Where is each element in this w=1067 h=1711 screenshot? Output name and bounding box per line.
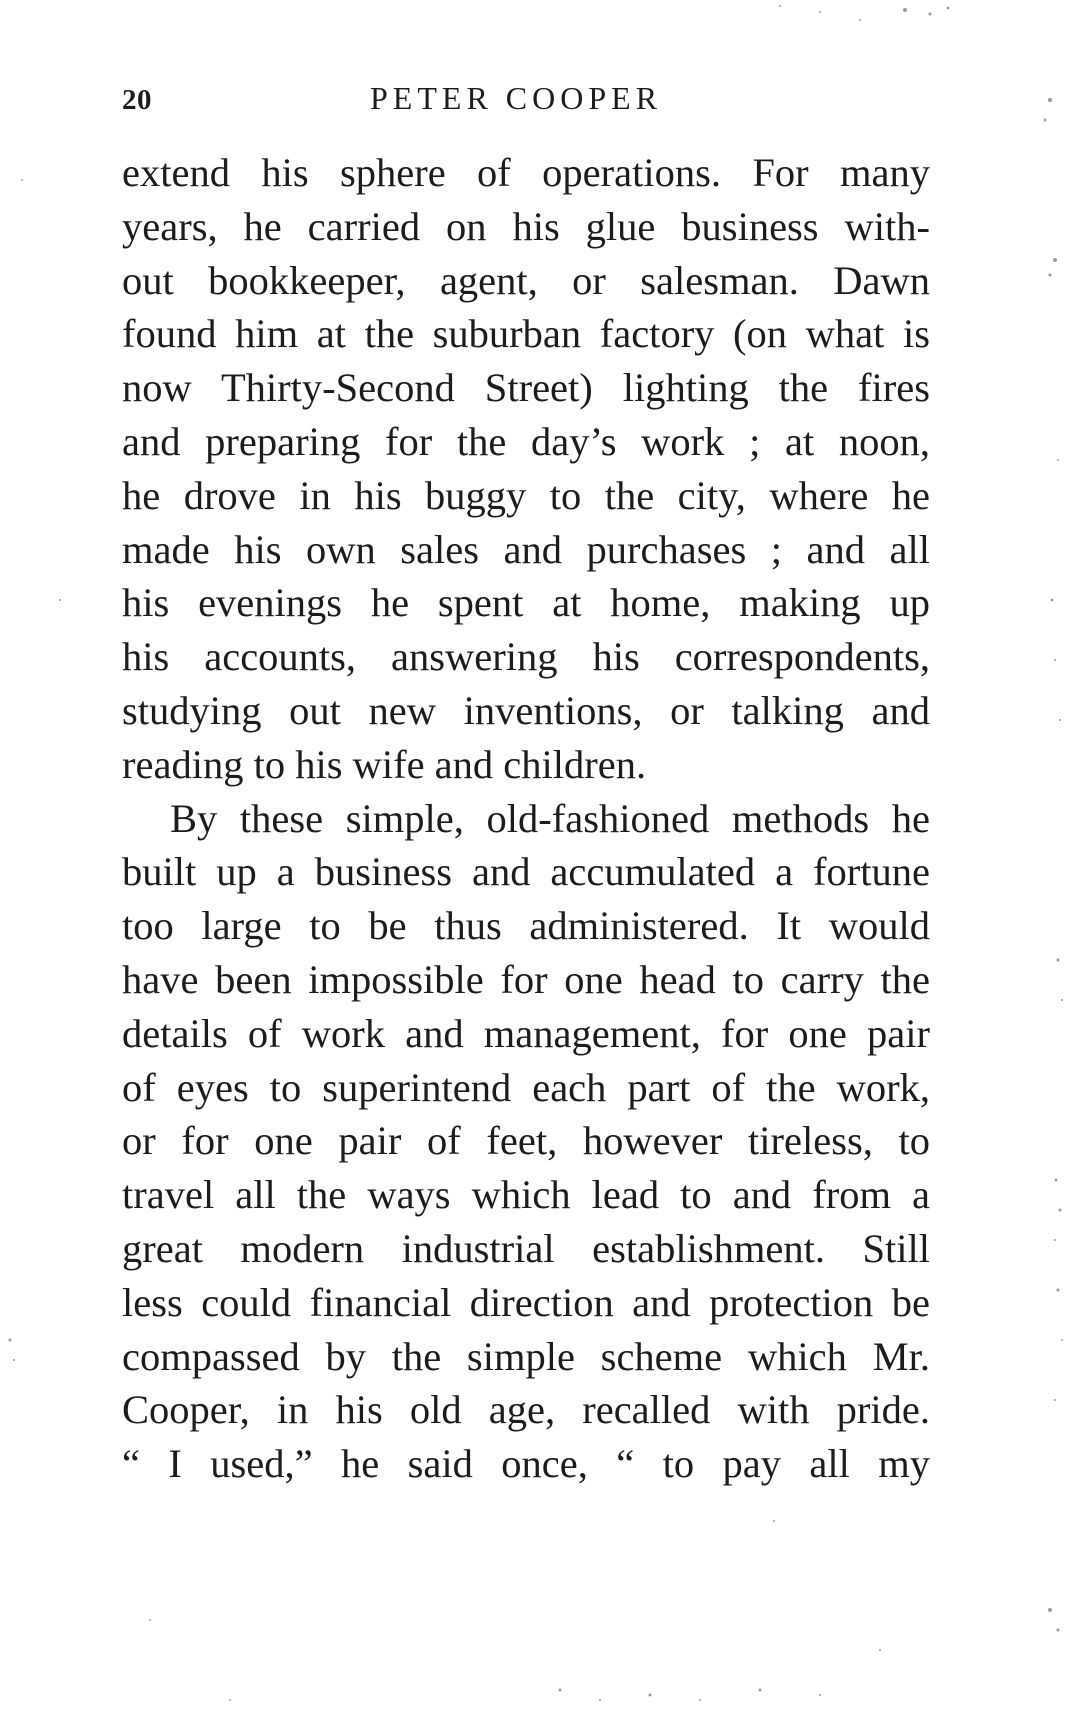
text-line: details of work and management, for one pair xyxy=(122,1010,930,1056)
text-line: years, he carried on his glue business with- xyxy=(122,203,930,249)
text-line: Cooper, in his old age, recalled with pride. xyxy=(122,1387,930,1433)
text-line: out bookkeeper, agent, or salesman. Dawn xyxy=(122,257,930,303)
page-header xyxy=(122,80,930,124)
text-line: extend his sphere of operations. For many xyxy=(122,150,930,195)
text-line: travel all the ways which lead to and from a xyxy=(122,1172,930,1218)
text-line: his accounts, answering his correspondents, xyxy=(122,634,930,680)
text-line: studying out new inventions, or talking and xyxy=(122,687,930,733)
page-number: 20 xyxy=(122,84,152,116)
text-line: less could financial direction and protection be xyxy=(122,1279,930,1325)
text-line: compassed by the simple scheme which Mr. xyxy=(122,1333,930,1379)
paragraph-2 xyxy=(122,792,930,1491)
running-head: PETER COOPER xyxy=(370,80,663,116)
text-line: and preparing for the day’s work ; at noon, xyxy=(122,418,930,464)
text-line: have been impossible for one head to carry the xyxy=(122,956,930,1002)
text-line: reading to his wife and children. xyxy=(122,741,647,787)
text-line: found him at the suburban factory (on what is xyxy=(122,311,930,357)
text-line: “ I used,” he said once, “ to pay all my xyxy=(122,1441,930,1487)
text-line: he drove in his buggy to the city, where he xyxy=(122,472,930,518)
body-text xyxy=(122,146,930,1491)
text-line: built up a business and accumulated a fortune xyxy=(122,849,930,895)
text-line: made his own sales and purchases ; and all xyxy=(122,526,930,572)
text-line: too large to be thus administered. It would xyxy=(122,903,930,949)
paragraph-1 xyxy=(122,146,930,792)
text-line: of eyes to superintend each part of the work, xyxy=(122,1064,930,1110)
text-line: or for one pair of feet, however tireless, to xyxy=(122,1118,930,1164)
text-line: great modern industrial establishment. Still xyxy=(122,1225,930,1271)
text-line: By these simple, old-fashioned methods he xyxy=(170,795,930,841)
text-line: now Thirty-Second Street) lighting the fires xyxy=(122,365,930,411)
text-line: his evenings he spent at home, making up xyxy=(122,580,930,626)
